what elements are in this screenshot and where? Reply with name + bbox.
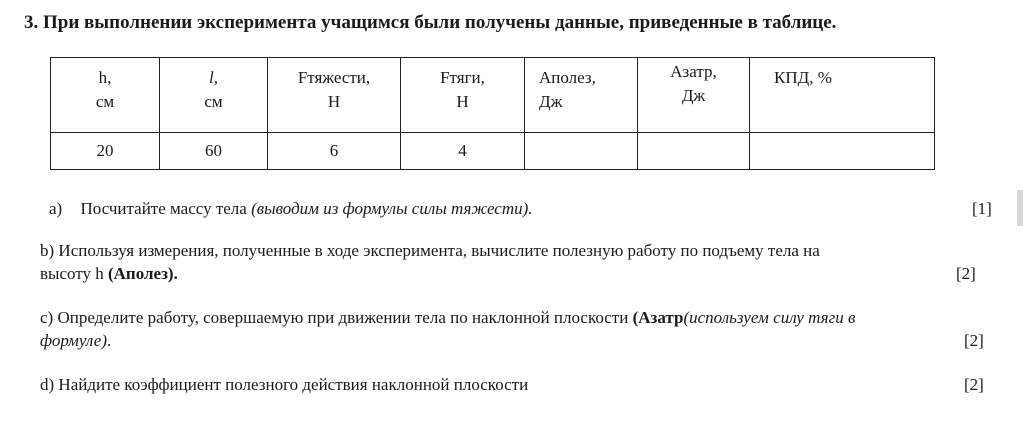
question-a-hint: (выводим из формулы силы тяжести). xyxy=(251,199,533,218)
header-h-unit: см xyxy=(95,92,115,111)
question-c-hint2: формуле) xyxy=(40,331,107,350)
table-header-row xyxy=(51,58,935,133)
question-a-mark: [1] xyxy=(972,199,992,218)
question-a-prefix: a) xyxy=(49,199,63,218)
header-f-gravity xyxy=(268,58,401,133)
header-f-traction xyxy=(401,58,525,133)
header-a-useful xyxy=(525,58,638,133)
header-efficiency-symbol: КПД, % xyxy=(774,68,832,87)
header-a-useful-unit: Дж xyxy=(539,92,563,111)
task-title: 3. При выполнении эксперимента учащимся были получены данные, приведенные в таблице. xyxy=(24,12,837,33)
header-l xyxy=(160,58,268,133)
value-a-spent xyxy=(638,133,750,170)
question-b-line2 xyxy=(40,264,178,284)
question-c-mark: [2] xyxy=(964,331,984,350)
header-f-traction-symbol: Fтяги, xyxy=(440,68,485,87)
question-c-tail: . xyxy=(106,331,112,350)
question-d-mark: [2] xyxy=(964,375,984,394)
question-b-mark: [2] xyxy=(956,264,976,283)
header-a-spent-unit: Дж xyxy=(681,86,706,105)
value-f-gravity: 6 xyxy=(268,133,401,170)
header-f-gravity-unit: Н xyxy=(327,92,341,111)
header-f-traction-unit: Н xyxy=(456,92,469,111)
header-l-unit: см xyxy=(204,92,223,111)
value-efficiency xyxy=(750,133,935,170)
question-a-text: Посчитайте массу тела xyxy=(80,199,252,218)
question-c-line1 xyxy=(40,308,855,328)
header-h-symbol: h, xyxy=(98,68,112,87)
header-a-useful-symbol: Аполез, xyxy=(539,68,596,87)
value-l: 60 xyxy=(160,133,268,170)
header-h xyxy=(51,58,160,133)
header-a-spent xyxy=(638,58,750,133)
question-b-line1: b) Используя измерения, полученные в ходе эксперимента, вычислите полезную работу по подъему тела на xyxy=(40,241,820,260)
question-a xyxy=(49,199,533,219)
question-b-bold: (Аполез). xyxy=(107,264,178,283)
data-table xyxy=(50,57,935,170)
table-row xyxy=(51,133,935,170)
value-h: 20 xyxy=(51,133,160,170)
question-d: d) Найдите коэффициент полезного действия наклонной плоскости xyxy=(40,375,529,394)
header-a-spent-symbol: Азатр, xyxy=(670,62,717,81)
header-efficiency xyxy=(750,58,935,133)
question-b-text: высоту h xyxy=(40,264,108,283)
question-c-text: с) Определите работу, совершаемую при движении тела по наклонной плоскости xyxy=(40,308,633,327)
page-edge-divider xyxy=(1017,190,1023,226)
header-f-gravity-symbol: Fтяжести, xyxy=(297,68,371,87)
question-c-bold: (Азатр xyxy=(632,308,684,327)
value-a-useful xyxy=(525,133,638,170)
question-c-hint1: (используем силу тяги в xyxy=(683,308,856,327)
value-f-traction: 4 xyxy=(401,133,525,170)
header-l-symbol: l, xyxy=(209,68,218,87)
question-c-line2 xyxy=(40,331,111,351)
